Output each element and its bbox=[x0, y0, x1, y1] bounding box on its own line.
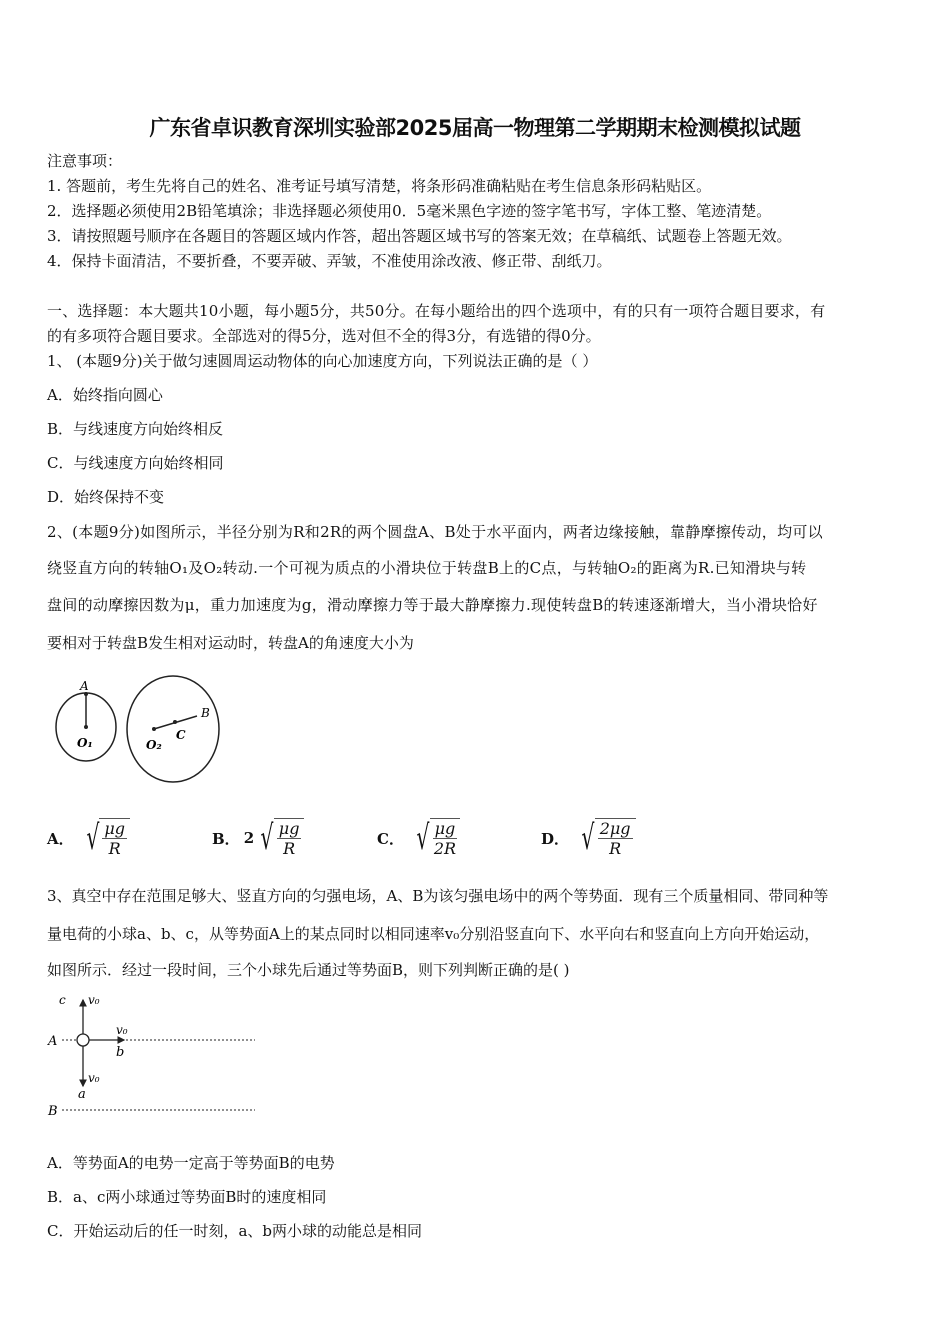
q3-field-figure bbox=[40, 990, 270, 1120]
label-plane-a: A bbox=[48, 1034, 58, 1049]
label-o1: O₁ bbox=[77, 736, 93, 750]
q3-stem: 如图所示．经过一段时间，三个小球先后通过等势面B，则下列判断正确的是( ) bbox=[47, 961, 570, 979]
numerator: μg bbox=[278, 819, 300, 838]
numerator: 2μg bbox=[599, 819, 631, 838]
denominator: R bbox=[609, 839, 622, 858]
option-label: D． bbox=[541, 829, 570, 848]
q2-stem: 绕竖直方向的转轴O₁及O₂转动.一个可视为质点的小滑块位于转盘B上的C点，与转轴O₂的距离为R.已知滑块与转 bbox=[47, 559, 807, 577]
option-label: B． bbox=[212, 829, 240, 848]
label-o2: O₂ bbox=[146, 738, 162, 752]
page-title: 广东省卓识教育深圳实验部2025届高一物理第二学期期末检测模拟试题 bbox=[149, 116, 801, 140]
sqrt-expression: √ $\frac{\mu g}{2R}$ bbox=[412, 818, 460, 858]
option-label: A． bbox=[47, 829, 74, 848]
note-item: 3．请按照题号顺序在各题目的答题区域内作答，超出答题区域书写的答案无效；在草稿纸、试题卷上答题无效。 bbox=[47, 227, 792, 245]
q2-option-b bbox=[212, 818, 304, 858]
label-plane-b: B bbox=[48, 1104, 58, 1119]
label-c: C bbox=[176, 728, 186, 742]
q2-stem: 要相对于转盘B发生相对运动时，转盘A的角速度大小为 bbox=[47, 634, 414, 652]
q2-option-d bbox=[541, 818, 636, 858]
q2-stem: 盘间的动摩擦因数为μ，重力加速度为g，滑动摩擦力等于最大静摩擦力.现使转盘B的转速逐渐增大，当小滑块恰好 bbox=[47, 596, 818, 614]
q1-option-a: A．始终指向圆心 bbox=[47, 386, 163, 404]
denominator: R bbox=[108, 839, 121, 858]
q1-stem: 1、 (本题9分)关于做匀速圆周运动物体的向心加速度方向，下列说法正确的是（ ） bbox=[47, 352, 598, 370]
label-v0-down: v₀ bbox=[88, 1071, 100, 1085]
label-c: c bbox=[59, 993, 66, 1007]
label-a: A bbox=[80, 679, 89, 693]
numerator: μg bbox=[104, 819, 125, 838]
label-v0-up: v₀ bbox=[88, 993, 100, 1007]
q2-disk-figure bbox=[40, 665, 260, 785]
sqrt-expression: √ $\frac{2\mu g}{R}$ bbox=[577, 818, 636, 858]
section-intro: 一、选择题：本大题共10小题，每小题5分，共50分。在每小题给出的四个选项中，有的只有一项符合题目要求，有 bbox=[47, 302, 826, 320]
sqrt-expression: √ $\frac{\mu g}{R}$ bbox=[82, 818, 130, 858]
label-v0-right: v₀ bbox=[116, 1023, 128, 1037]
q1-option-d: D．始终保持不变 bbox=[47, 488, 165, 506]
q2-option-a bbox=[47, 818, 130, 858]
q1-option-c: C．与线速度方向始终相同 bbox=[47, 454, 224, 472]
note-item: 4．保持卡面清洁，不要折叠，不要弄破、弄皱，不准使用涂改液、修正带、刮纸刀。 bbox=[47, 252, 612, 270]
q3-stem: 3、真空中存在范围足够大、竖直方向的匀强电场，A、B为该匀强电场中的两个等势面．现有三个质量相同、带同种等 bbox=[47, 887, 829, 905]
option-label: C． bbox=[377, 829, 404, 848]
q3-option-b: B．a、c两小球通过等势面B时的速度相同 bbox=[47, 1188, 327, 1206]
section-intro: 的有多项符合题目要求。全部选对的得5分，选对但不全的得3分，有选错的得0分。 bbox=[47, 327, 601, 345]
q1-option-b: B．与线速度方向始终相反 bbox=[47, 420, 224, 438]
denominator: 2R bbox=[433, 839, 457, 858]
denominator: R bbox=[283, 839, 296, 858]
numerator: μg bbox=[434, 819, 456, 838]
q2-stem: 2、(本题9分)如图所示，半径分别为R和2R的两个圆盘A、B处于水平面内，两者边缘接触，靠静摩擦传动，均可以 bbox=[47, 523, 823, 541]
label-a: a bbox=[78, 1087, 86, 1102]
q3-option-a: A．等势面A的电势一定高于等势面B的电势 bbox=[47, 1154, 335, 1172]
note-item: 1. 答题前，考生先将自己的姓名、准考证号填写清楚，将条形码准确粘贴在考生信息条形码粘贴区。 bbox=[47, 177, 712, 195]
note-item: 2．选择题必须使用2B铅笔填涂；非选择题必须使用0．5毫米黑色字迹的签字笔书写，字体工整、笔迹清楚。 bbox=[47, 202, 772, 220]
coefficient: 2 bbox=[243, 829, 255, 847]
label-b: B bbox=[201, 706, 210, 720]
sqrt-expression: √ $\frac{\mu g}{R}$ bbox=[256, 818, 304, 858]
q3-option-c: C．开始运动后的任一时刻，a、b两小球的动能总是相同 bbox=[47, 1222, 423, 1240]
q3-stem: 量电荷的小球a、b、c，从等势面A上的某点同时以相同速率v₀分别沿竖直向下、水平向右和竖直向上方向开始运动， bbox=[47, 925, 820, 943]
q2-option-c bbox=[377, 818, 460, 858]
label-b: b bbox=[116, 1045, 125, 1060]
notes-heading: 注意事项： bbox=[47, 152, 123, 170]
